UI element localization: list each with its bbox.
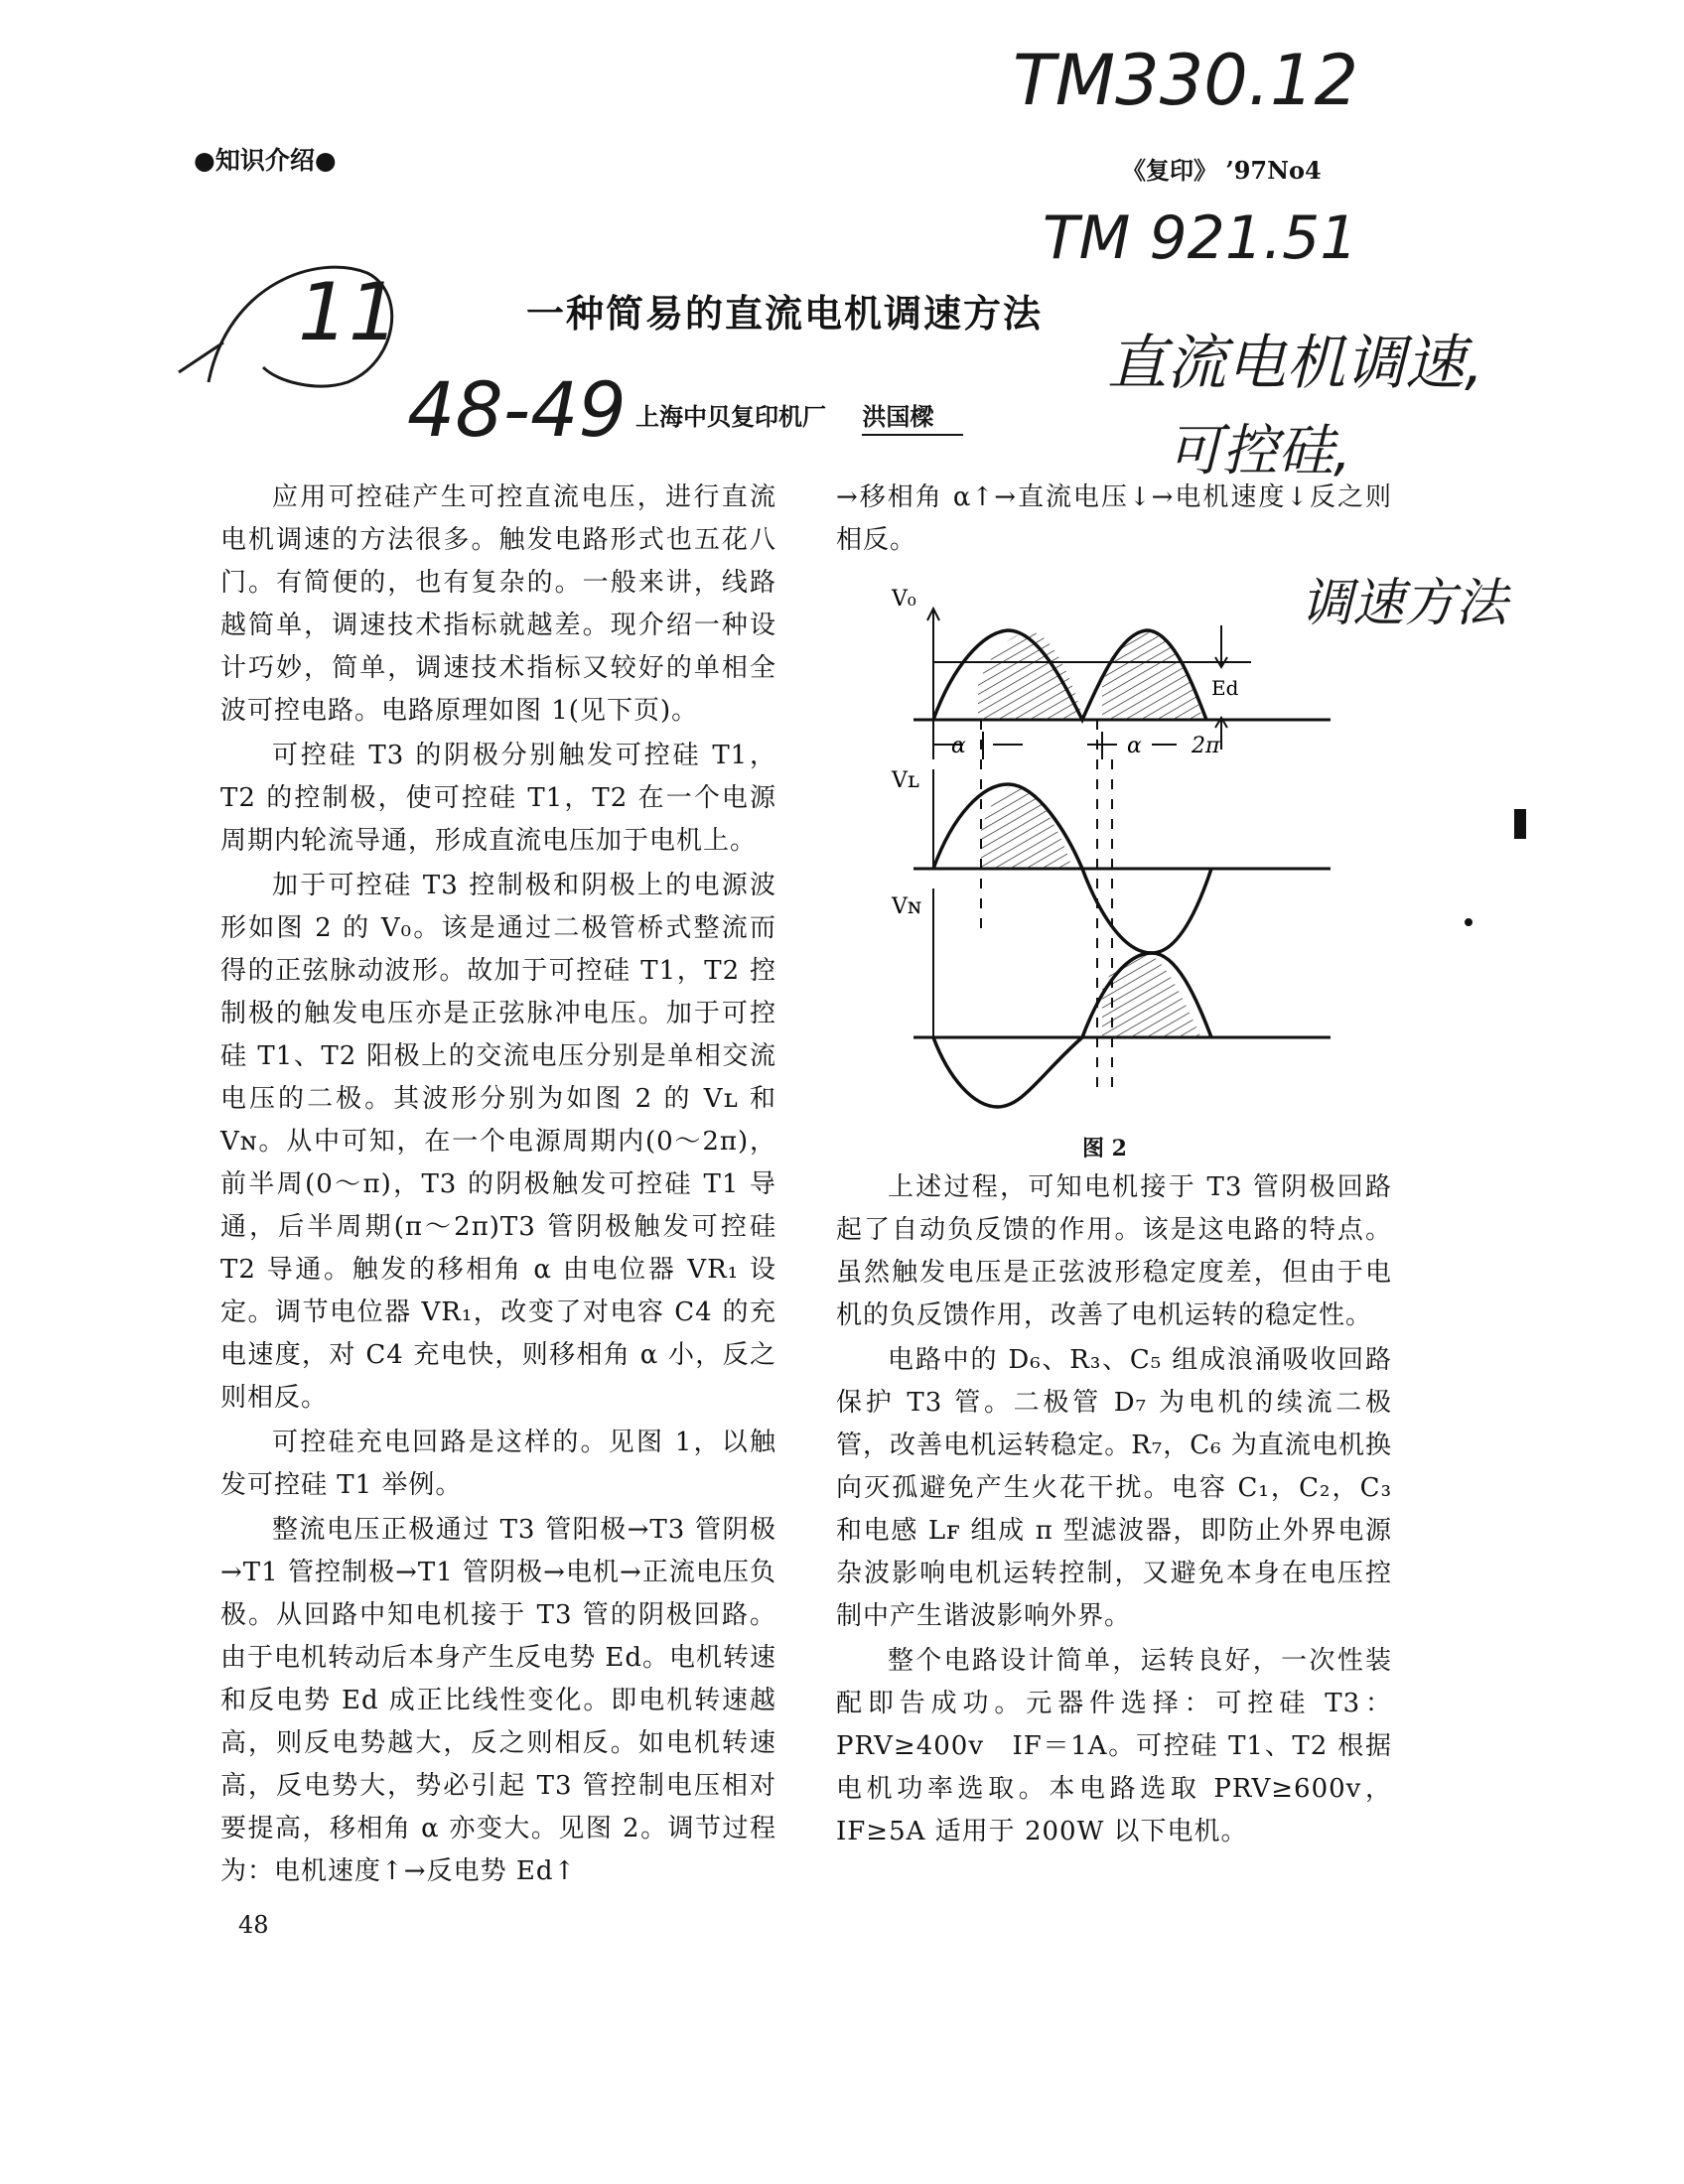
right-paragraph-1: 上述过程，可知电机接于 T3 管阴极回路起了自动负反馈的作用。该是这电路的特点。虽然触发电压是正弦波形稳定度差，但由于电机的负反馈作用，改善了电机运转的稳定性。 <box>836 1172 1392 1330</box>
left-paragraph-5: 整流电压正极通过 T3 管阳极→T3 管阴极→T1 管控制极→T1 管阴极→电机→正流电压负极。从回路中知电机接于 T3 管的阴极回路。由于电机转动后本身产生反电势 Ed。电机转速和反电势 Ed 成正比线性变化。即电机转速越高，则反电势越大，反之则相反。如电机转速高，反电势大，势必引起 T3 管控制电压相对要提高，移相角 α 亦变大。见图 2。调节过程为：电机速度↑→反电势 Ed↑ <box>220 1515 776 1886</box>
left-paragraph-4: 可控硅充电回路是这样的。见图 1，以触发可控硅 T1 举例。 <box>220 1428 776 1500</box>
handwritten-number: 11 <box>298 266 399 358</box>
journal-source: 《复印》 ’97No4 <box>1122 156 1322 185</box>
handwritten-keyword-1: 直流电机调速, <box>1107 329 1484 398</box>
handwritten-keyword-3: 调速方法 <box>1301 574 1508 633</box>
right-top-paragraph: →移相角 α↑→直流电压↓→电机速度↓反之则相反。 <box>836 482 1392 555</box>
handwritten-circle <box>169 243 407 407</box>
right-top-text <box>836 477 1392 564</box>
handwritten-class-code-1: TM330.12 <box>1013 40 1359 121</box>
byline <box>635 397 963 436</box>
page-number: 48 <box>238 1911 269 1939</box>
right-paragraph-3: 整个电路设计简单，运转良好，一次性装配即告成功。元器件选择：可控硅 T3：PRV≥400v IF＝1A。可控硅 T1、T2 根据电机功率选取。本电路选取 PRV≥600v，IF≥5A 适用于 200W 以下电机。 <box>836 1646 1392 1846</box>
left-column <box>220 477 776 1895</box>
author: 洪国樑 <box>862 397 963 436</box>
label-alpha-2: α <box>1127 734 1142 758</box>
label-2pi: 2π <box>1192 734 1220 758</box>
vn-waveform <box>913 888 1331 1107</box>
handwritten-pages: 48-49 <box>407 365 627 454</box>
label-v0: V₀ <box>892 587 916 612</box>
scan-mark <box>1514 809 1526 839</box>
column-label: ●知识介绍● <box>194 146 337 175</box>
label-vl: Vʟ <box>892 768 919 793</box>
figure-2 <box>874 571 1350 1127</box>
dashed-guides <box>981 720 1112 1087</box>
right-paragraph-2: 电路中的 D₆、R₃、C₅ 组成浪涌吸收回路保护 T3 管。二极管 D₇ 为电机的续流二极管，改善电机运转稳定。R₇，C₆ 为直流电机换向灭孤避免产生火花干扰。电容 C₁，C₂，C₃ 和电感 Lꜰ 组成 π 型滤波器，即防止外界电源杂波影响电机运转控制，又避免本身在电压控制中产生谐波影响外界。 <box>836 1345 1392 1631</box>
label-alpha-1: α <box>951 734 966 758</box>
figure-caption: 图 2 <box>1082 1136 1127 1161</box>
handwritten-class-code-2: TM 921.51 <box>1043 204 1358 273</box>
left-paragraph-2: 可控硅 T3 的阴极分别触发可控硅 T1，T2 的控制极，使可控硅 T1，T2 在一个电源周期内轮流导通，形成直流电压加于电机上。 <box>220 741 776 856</box>
scan-dot <box>1465 918 1473 926</box>
label-vn: Vɴ <box>892 894 922 919</box>
right-column <box>836 1166 1392 1855</box>
article-title: 一种简易的直流电机调速方法 <box>526 292 1044 336</box>
v0-waveform <box>913 609 1331 759</box>
affiliation: 上海中贝复印机厂 <box>635 402 826 431</box>
handwritten-keyword-2: 可控硅, <box>1167 419 1351 483</box>
label-ed: Ed <box>1211 676 1239 700</box>
left-paragraph-1: 应用可控硅产生可控直流电压，进行直流电机调速的方法很多。触发电路形式也五花八门。有简便的，也有复杂的。一般来讲，线路越简单，调速技术指标就越差。现介绍一种设计巧妙，简单，调速技术指标又较好的单相全波可控电路。电路原理如图 1(见下页)。 <box>220 482 776 726</box>
left-paragraph-3: 加于可控硅 T3 控制极和阴极上的电源波形如图 2 的 V₀。该是通过二极管桥式整流而得的正弦脉动波形。故加于可控硅 T1，T2 控制极的触发电压亦是正弦脉冲电压。加于可控硅 T1、T2 阳极上的交流电压分别是单相交流电压的二极。其波形分别为如图 2 的 Vʟ 和 Vɴ。从中可知，在一个电源周期内(0～2π)，前半周(0～π)，T3 的阴极触发可控硅 T1 导通，后半周期(π～2π)T3 管阴极触发可控硅 T2 导通。触发的移相角 α 由电位器 VR₁ 设定。调节电位器 VR₁，改变了对电容 C4 的充电速度，对 C4 充电快，则移相角 α 小，反之则相反。 <box>220 871 776 1413</box>
vl-waveform <box>913 769 1331 953</box>
